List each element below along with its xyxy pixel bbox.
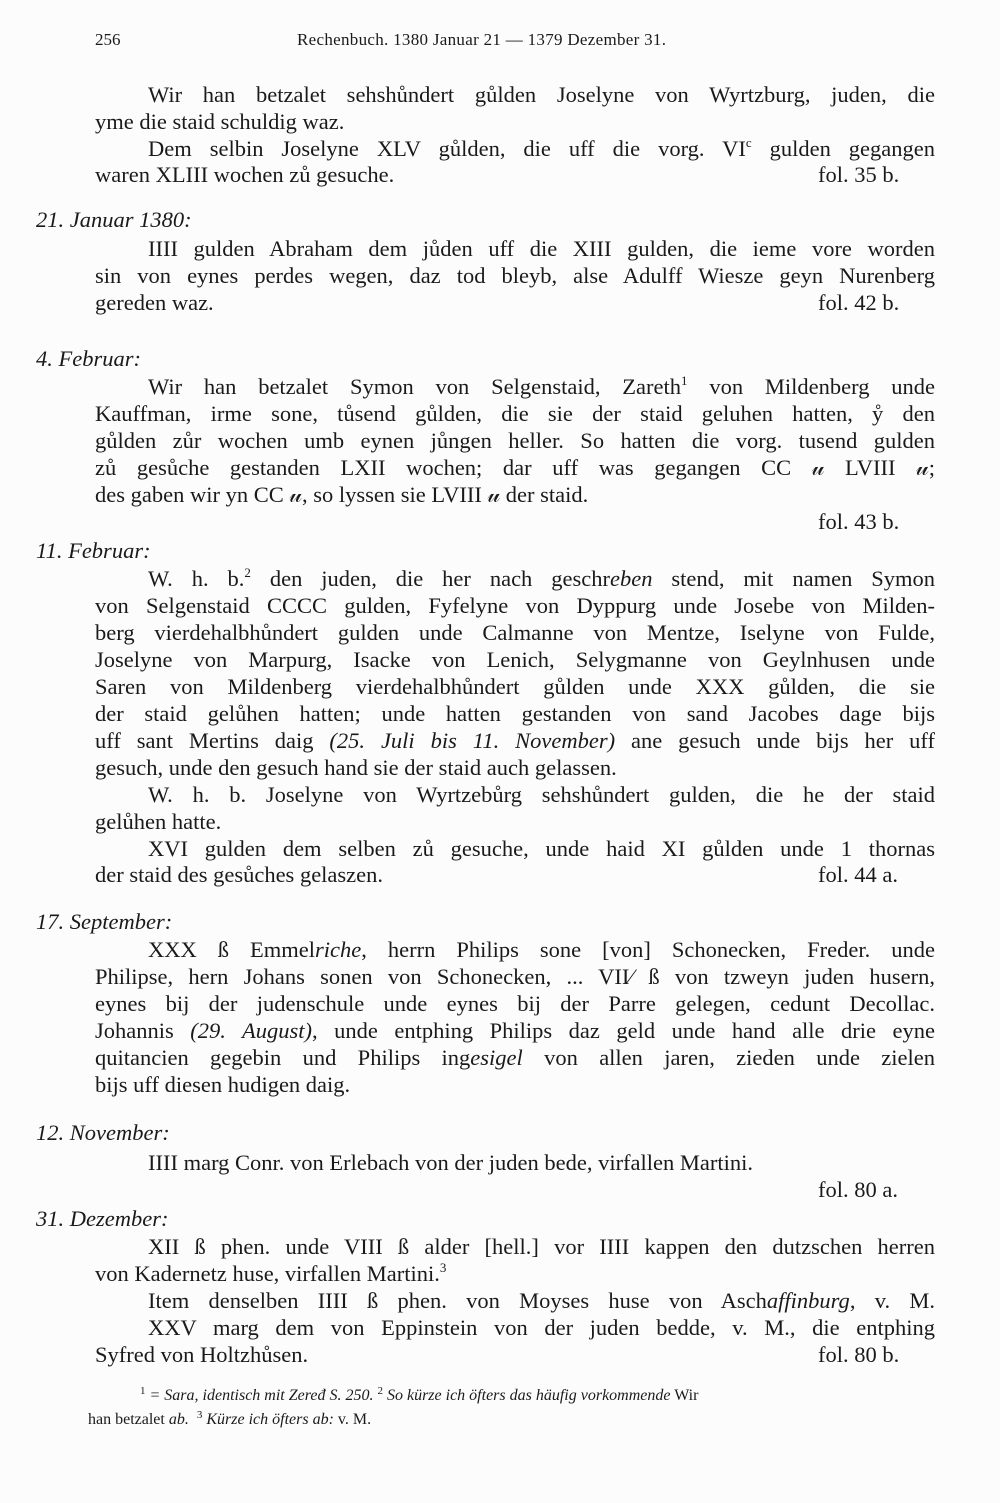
entry-date: 21. Januar 1380: [36, 207, 192, 232]
text-line: der staid des gesůches gelaszen. [95, 862, 384, 887]
text-line: von Selgenstaid CCCC gulden, Fyfelyne von Dyppurg unde Josebe von Milden- [95, 593, 935, 618]
text-line: berg vierdehalbhůndert gulden unde Calmanne von Mentze, Iselyne von Fulde, [95, 620, 935, 645]
text-line: IIII marg Conr. von Erlebach von der juden bede, virfallen Martini. [148, 1150, 754, 1175]
text-line: des gaben wir yn CC 𝓊, so lyssen sie LVIII 𝓊 der staid. [95, 482, 589, 507]
running-title: Rechenbuch. 1380 Januar 21 — 1379 Dezember 31. [297, 30, 667, 49]
text-line: XII ß phen. unde VIII ß alder [hell.] vor IIII kappen den dutzschen herren [148, 1234, 935, 1259]
text-line: zů gesůche gestanden LXII wochen; dar uff was gegangen CC 𝓊 LVIII 𝓊; [95, 455, 935, 480]
text-line: XXX ß Emmelriche, herrn Philips sone [von] Schonecken, Freder. unde [148, 937, 935, 962]
entry-date: 4. Februar: [36, 346, 141, 371]
text-line: waren XLIII wochen zů gesuche. [95, 162, 395, 187]
text-line: eynes bij der judenschule unde eynes bij der Parre gelegen, cedunt Decollac. [95, 991, 935, 1016]
text-line: Item denselben IIII ß phen. von Moyses huse von Aschaffinburg, v. M. [148, 1288, 936, 1313]
entry-date: 12. November: [36, 1120, 170, 1145]
text-line: bijs uff diesen hudigen daig. [95, 1072, 351, 1097]
text-line: Johannis (29. August), unde entphing Philips daz geld unde hand alle drie eyne [95, 1018, 935, 1043]
text-line: XXV marg dem von Eppinstein von der juden bedde, v. M., die entphing [148, 1315, 935, 1340]
text-line: W. h. b.$^2$ den juden, die her nach geschreben stend, mit namen Symon [148, 565, 936, 591]
entry-date: 17. September: [36, 909, 173, 934]
text-line: yme die staid schuldig waz. [95, 109, 345, 134]
folio-reference: fol. 35 b. [818, 162, 900, 187]
text-line: gelůhen hatte. [95, 809, 222, 834]
text-line: Wir han betzalet sehshůndert gůlden Joselyne von Wyrtzburg, juden, die [148, 82, 935, 107]
page-number: 256 [95, 30, 121, 49]
entry-date: 31. Dezember: [36, 1206, 169, 1231]
text-line: W. h. b. Joselyne von Wyrtzebůrg sehshůndert gulden, die he der staid [148, 782, 935, 807]
text-line: uff sant Mertins daig (25. Juli bis 11. November) ane gesuch unde bijs her uff [95, 728, 935, 753]
text-line: Syfred von Holtzhůsen. [95, 1342, 309, 1367]
folio-reference: fol. 80 b. [818, 1342, 900, 1367]
text-line: IIII gulden Abraham dem jůden uff die XIII gulden, die ieme vore worden [148, 236, 935, 261]
folio-reference: fol. 44 a. [818, 862, 898, 887]
text-line: quitancien gegebin und Philips ingesigel von allen jaren, zieden unde zielen [95, 1045, 935, 1070]
text-line: Saren von Mildenberg vierdehalbhůndert gůlden unde XXX gůlden, die sie [95, 674, 935, 699]
text-line: Dem selbin Joselyne XLV gůlden, die uff die vorg. $VI^c$ gulden gegangen [148, 135, 935, 161]
entry-date: 11. Februar: [36, 538, 151, 563]
text-line: XVI gulden dem selben zů gesuche, unde haid XI gůlden unde 1 thornas [148, 836, 935, 861]
folio-reference: fol. 42 b. [818, 290, 900, 315]
text-line: Kauffman, irme sone, tůsend gůlden, die sie der staid geluhen hatten, ẙ den [95, 401, 935, 426]
text-line: Joselyne von Marpurg, Isacke von Lenich, Selygmanne von Geylnhusen unde [95, 647, 935, 672]
footnote: han betzalet ab. $^3$ Kürze ich öfters ab: v. M. [88, 1409, 372, 1428]
page-header [95, 30, 945, 58]
text-line: Philipse, hern Johans sonen von Schonecken, ... VII⁄ ß von tzweyn juden husern, [95, 964, 935, 989]
folio-reference: fol. 43 b. [818, 509, 900, 534]
text-line: Wir han betzalet Symon von Selgenstaid, Zareth$^1$ von Mildenberg unde [148, 373, 935, 399]
text-line: gesuch, unde den gesuch hand sie der staid auch gelassen. [95, 755, 617, 780]
text-line: sin von eynes perdes wegen, daz tod bleyb, alse Adulff Wiesze geyn Nurenberg [95, 263, 935, 288]
text-line: gůlden zůr wochen umb eynen jůngen heller. So hatten die vorg. tusend gulden [95, 428, 935, 453]
text-line: der staid gelůhen hatten; unde hatten gestanden von sand Jacobes dage bijs [95, 701, 935, 726]
text-line: von Kadernetz huse, virfallen Martini.$^3$ [95, 1260, 447, 1286]
footnote: $^1$ = Sara, identisch mit Zeređ S. 250. $^2$ So kürze ich öfters das häufig vorkommende Wir [140, 1385, 699, 1404]
folio-reference: fol. 80 a. [818, 1177, 898, 1202]
text-line: gereden waz. [95, 290, 214, 315]
